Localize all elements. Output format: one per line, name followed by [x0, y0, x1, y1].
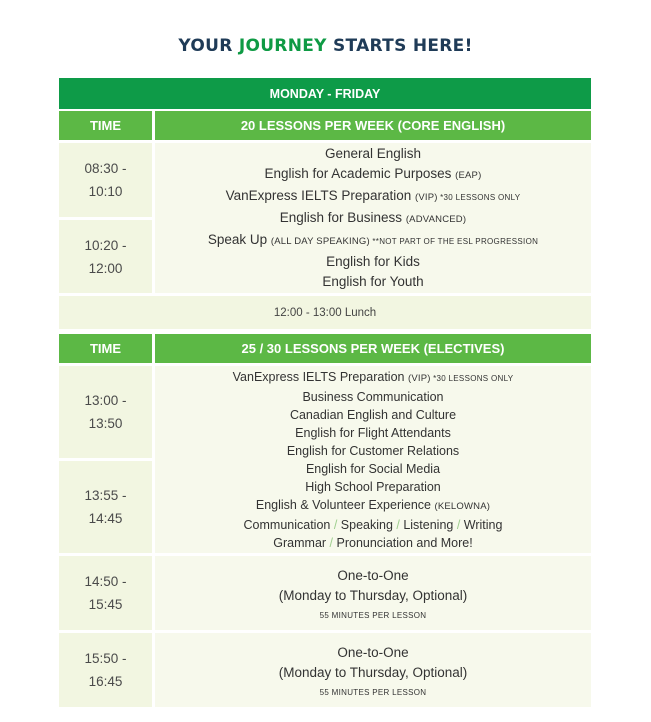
weekday-band: MONDAY - FRIDAY	[59, 78, 591, 109]
elective-skills: Communication / Speaking / Listening / Writing	[243, 517, 503, 532]
elective-course-list	[155, 366, 591, 553]
course-business: English for Business (ADVANCED)	[279, 210, 467, 225]
time-slot-1450: 14:50 - 15:45	[59, 556, 152, 630]
core-english-header: 20 LESSONS PER WEEK (CORE ENGLISH)	[155, 111, 591, 140]
one-to-one-note: 55 MINUTES PER LESSON	[319, 688, 427, 697]
time-header-electives: TIME	[59, 334, 152, 363]
time-header-core: TIME	[59, 111, 152, 140]
elective-flight-attendants: English for Flight Attendants	[295, 425, 451, 440]
page-title	[0, 36, 651, 56]
course-vip: VanExpress IELTS Preparation (VIP) *30 LESSONS ONLY	[225, 188, 521, 203]
title-accent: JOURNEY	[238, 36, 327, 56]
one-to-one-1550	[155, 633, 591, 707]
title-part-1: YOUR	[178, 36, 239, 56]
elective-canadian-english: Canadian English and Culture	[289, 407, 457, 422]
elective-customer-relations: English for Customer Relations	[286, 443, 460, 458]
one-to-one-note: 55 MINUTES PER LESSON	[319, 611, 427, 620]
time-slot-1300: 13:00 - 13:50	[59, 366, 152, 458]
elective-high-school: High School Preparation	[305, 479, 441, 494]
elective-social-media: English for Social Media	[305, 461, 441, 476]
lunch-row: 12:00 - 13:00 Lunch	[59, 296, 591, 329]
one-to-one-title: One-to-One	[337, 645, 409, 660]
title-part-2: STARTS HERE!	[326, 36, 473, 56]
course-kids: English for Kids	[326, 254, 420, 269]
course-general-english: General English	[324, 146, 422, 161]
elective-volunteer: English & Volunteer Experience (KELOWNA)	[255, 497, 491, 512]
core-course-list	[155, 143, 591, 293]
elective-grammar: Grammar / Pronunciation and More!	[273, 535, 473, 550]
elective-business-communication: Business Communication	[302, 389, 444, 404]
elective-vip: VanExpress IELTS Preparation (VIP) *30 LESSONS ONLY	[232, 369, 514, 384]
course-speak-up: Speak Up (ALL DAY SPEAKING) **NOT PART OF THE ESL PROGRESSION	[207, 232, 539, 247]
electives-header: 25 / 30 LESSONS PER WEEK (ELECTIVES)	[155, 334, 591, 363]
one-to-one-days: (Monday to Thursday, Optional)	[278, 665, 468, 680]
course-eap: English for Academic Purposes (EAP)	[264, 166, 482, 181]
one-to-one-title: One-to-One	[337, 568, 409, 583]
course-youth: English for Youth	[322, 274, 424, 289]
time-slot-1355: 13:55 - 14:45	[59, 461, 152, 553]
time-slot-0830: 08:30 - 10:10	[59, 143, 152, 217]
time-slot-1550: 15:50 - 16:45	[59, 633, 152, 707]
time-slot-1020: 10:20 - 12:00	[59, 220, 152, 293]
one-to-one-days: (Monday to Thursday, Optional)	[278, 588, 468, 603]
one-to-one-1450	[155, 556, 591, 630]
